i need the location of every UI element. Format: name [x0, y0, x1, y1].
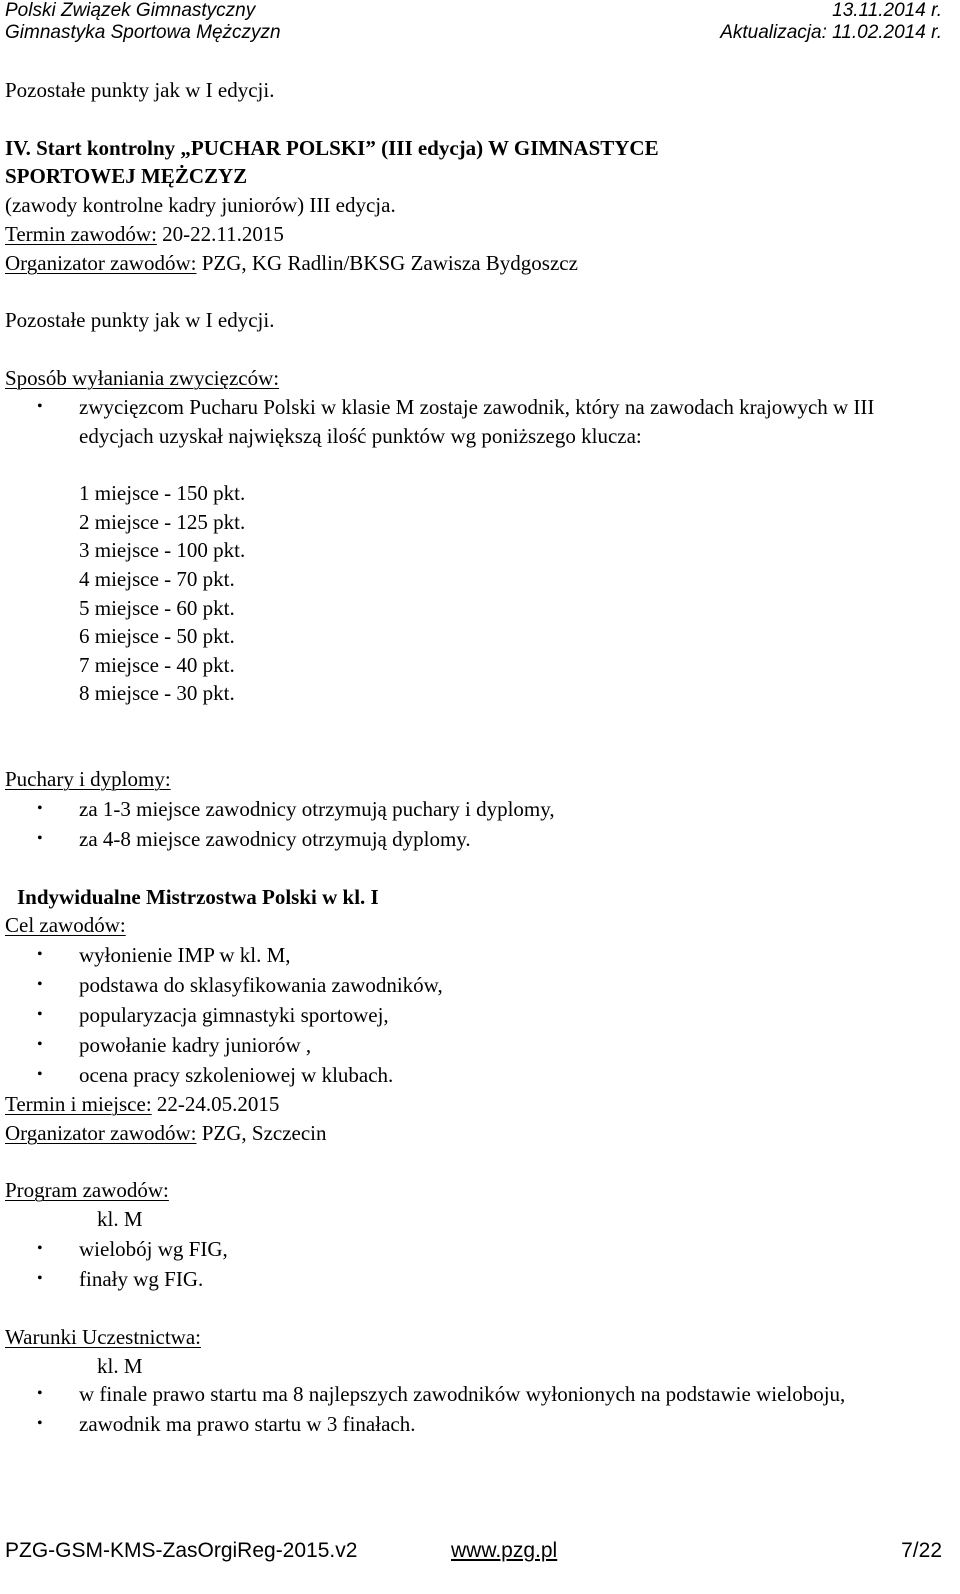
trophies-label: Puchary i dyplomy: [5, 766, 171, 791]
conditions-class: kl. M [97, 1353, 143, 1378]
list-item: • za 1-3 miejsce zawodnicy otrzymują puchary i dyplomy, [5, 794, 935, 824]
points-row: 1 miejsce - 150 pkt. [79, 481, 246, 506]
header-row-1 [5, 0, 942, 22]
header-row-2 [5, 22, 942, 44]
header-discipline: Gimnastyka Sportowa Mężczyzn [5, 22, 281, 43]
header-org: Polski Związek Gimnastyczny [5, 0, 256, 21]
program-class: kl. M [97, 1207, 143, 1232]
spacer [5, 1148, 935, 1177]
goal-heading [5, 911, 935, 940]
spacer [5, 708, 935, 765]
remaining-points-note: Pozostałe punkty jak w I edycji. [5, 78, 275, 102]
term-value: 20-22.11.2015 [156, 221, 284, 246]
points-row: 5 miejsce - 60 pkt. [79, 595, 235, 620]
footer-doc-id: PZG-GSM-KMS-ZasOrgiReg-2015.v2 [5, 1539, 358, 1562]
list-item: • finały wg FIG. [5, 1264, 935, 1294]
conditions-heading [5, 1323, 935, 1352]
points-row: 8 miejsce - 30 pkt. [79, 681, 235, 706]
list-item: • wyłonienie IMP w kl. M, [5, 940, 935, 970]
spacer [5, 854, 935, 883]
program-list [5, 1234, 935, 1294]
footer-page-number: 7/22 [901, 1539, 942, 1562]
document-body [5, 76, 935, 1439]
trophies-heading [5, 765, 935, 794]
imp-term-label: Termin i miejsce: [5, 1092, 152, 1117]
header-date: 13.11.2014 r. [832, 0, 942, 21]
list-item: • ocena pracy szkoleniowej w klubach. [5, 1060, 935, 1090]
section-title-line2: SPORTOWEJ MĘŻCZYZ [5, 164, 248, 189]
list-item: • popularyzacja gimnastyki sportowej, [5, 1000, 935, 1030]
imp-title: Indywidualne Mistrzostwa Polski w kl. I [17, 884, 379, 909]
list-item: • powołanie kadry juniorów , [5, 1030, 935, 1060]
remaining-points-note: Pozostałe punkty jak w I edycji. [5, 308, 275, 333]
points-row: 4 miejsce - 70 pkt. [79, 566, 235, 591]
organizer-value: PZG, KG Radlin/BKSG Zawisza Bydgoszcz [196, 250, 578, 275]
winners-list [5, 393, 935, 451]
section-title-line1: IV. Start kontrolny „PUCHAR POLSKI” (III edycja) W GIMNASTYCE [5, 135, 659, 160]
term-line [5, 220, 935, 249]
winners-label: Sposób wyłaniania zwycięzców: [5, 365, 280, 390]
imp-organizer-value: PZG, Szczecin [196, 1120, 327, 1145]
section-subtitle: (zawody kontrolne kadry juniorów) III edycja. [5, 193, 396, 218]
spacer [5, 450, 935, 479]
list-item: • podstawa do sklasyfikowania zawodników, [5, 970, 935, 1000]
spacer [5, 335, 935, 364]
imp-term-line [5, 1090, 935, 1119]
list-item: • w finale prawo startu ma 8 najlepszych zawodników wyłonionych na podstawie wieloboju, [5, 1380, 935, 1409]
imp-organizer-label: Organizator zawodów: [5, 1120, 197, 1145]
footer [5, 1538, 942, 1564]
conditions-label: Warunki Uczestnictwa: [5, 1324, 201, 1349]
list-item: • wielobój wg FIG, [5, 1234, 935, 1264]
points-row: 7 miejsce - 40 pkt. [79, 652, 235, 677]
winners-heading [5, 364, 935, 393]
points-row: 6 miejsce - 50 pkt. [79, 624, 235, 649]
points-row: 3 miejsce - 100 pkt. [79, 538, 246, 563]
spacer [5, 1294, 935, 1323]
header-updated: Aktualizacja: 11.02.2014 r. [720, 22, 942, 43]
list-item: • zawodnik ma prawo startu w 3 finałach. [5, 1409, 935, 1439]
program-heading [5, 1176, 935, 1205]
program-label: Program zawodów: [5, 1178, 169, 1203]
imp-term-value: 22-24.05.2015 [151, 1092, 280, 1117]
list-item: • zwycięzcom Pucharu Polski w klasie M zostaje zawodnik, który na zawodach krajowych w III edycjach uzyskał największą ilość punktów wg poniższego klucza: [5, 393, 935, 451]
spacer [5, 278, 935, 307]
footer-website-link[interactable]: www.pzg.pl [451, 1539, 558, 1562]
points-row: 2 miejsce - 125 pkt. [79, 509, 246, 534]
points-table [5, 479, 935, 708]
term-label: Termin zawodów: [5, 221, 157, 246]
trophies-list [5, 794, 935, 854]
list-item: • za 4-8 miejsce zawodnicy otrzymują dyplomy. [5, 824, 935, 854]
conditions-list [5, 1380, 935, 1439]
spacer [5, 105, 935, 134]
imp-organizer-line [5, 1119, 935, 1148]
organizer-label: Organizator zawodów: [5, 250, 197, 275]
organizer-line [5, 249, 935, 278]
goals-list [5, 940, 935, 1090]
goal-label: Cel zawodów: [5, 913, 126, 938]
